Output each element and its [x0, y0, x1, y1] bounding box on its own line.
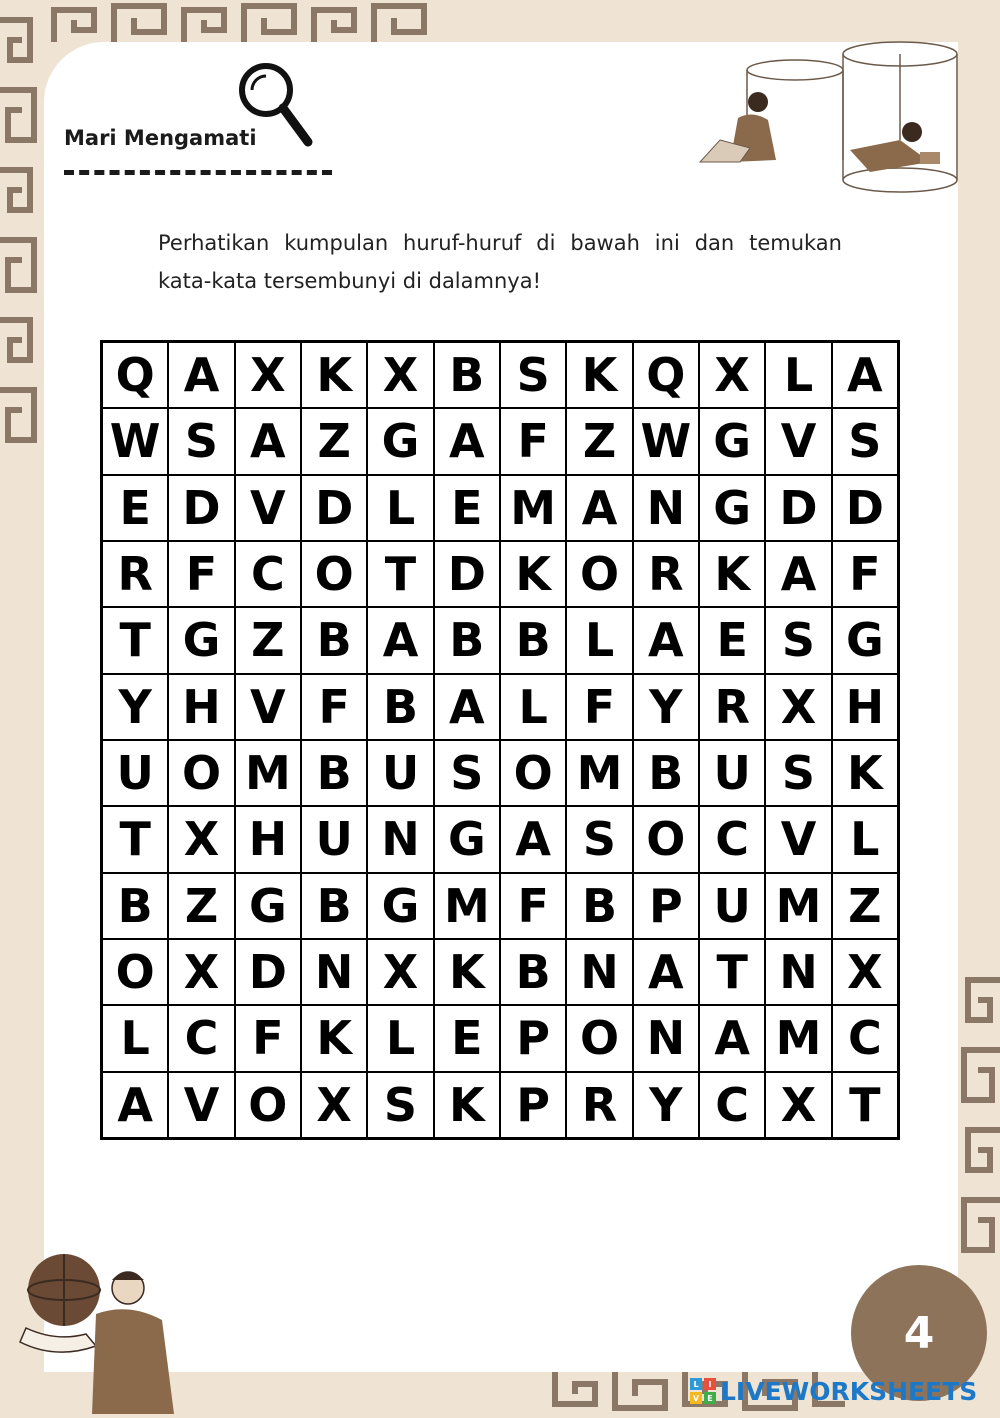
- grid-cell[interactable]: A: [434, 408, 500, 474]
- grid-cell[interactable]: O: [566, 541, 632, 607]
- grid-cell[interactable]: Z: [168, 873, 234, 939]
- grid-cell[interactable]: L: [566, 607, 632, 673]
- section-title: Mari Mengamati: [64, 126, 257, 150]
- border-pattern-right: [958, 965, 1000, 1265]
- grid-cell[interactable]: X: [301, 1072, 367, 1138]
- grid-cell[interactable]: Z: [832, 873, 898, 939]
- grid-cell[interactable]: N: [367, 806, 433, 872]
- grid-cell[interactable]: B: [500, 939, 566, 1005]
- grid-cell[interactable]: X: [235, 342, 301, 408]
- grid-cell[interactable]: F: [301, 674, 367, 740]
- grid-cell[interactable]: G: [699, 408, 765, 474]
- grid-cell[interactable]: F: [566, 674, 632, 740]
- svg-text:L: L: [693, 1380, 699, 1389]
- grid-cell[interactable]: R: [102, 541, 168, 607]
- grid-cell[interactable]: F: [500, 408, 566, 474]
- grid-cell[interactable]: G: [434, 806, 500, 872]
- grid-cell[interactable]: X: [367, 342, 433, 408]
- grid-cell[interactable]: D: [301, 475, 367, 541]
- grid-cell[interactable]: V: [235, 475, 301, 541]
- grid-cell[interactable]: M: [765, 1005, 831, 1071]
- grid-cell[interactable]: N: [633, 475, 699, 541]
- grid-cell[interactable]: A: [633, 939, 699, 1005]
- grid-cell[interactable]: R: [699, 674, 765, 740]
- grid-cell[interactable]: M: [765, 873, 831, 939]
- word-search-grid: [100, 340, 900, 1140]
- grid-cell[interactable]: H: [832, 674, 898, 740]
- grid-cell[interactable]: G: [832, 607, 898, 673]
- grid-cell[interactable]: N: [566, 939, 632, 1005]
- grid-cell[interactable]: Y: [633, 674, 699, 740]
- grid-cell[interactable]: E: [434, 475, 500, 541]
- grid-cell[interactable]: L: [367, 475, 433, 541]
- grid-cell[interactable]: O: [566, 1005, 632, 1071]
- svg-text:I: I: [708, 1380, 712, 1389]
- grid-cell[interactable]: S: [168, 408, 234, 474]
- grid-cell[interactable]: K: [434, 939, 500, 1005]
- grid-cell[interactable]: L: [832, 806, 898, 872]
- grid-cell[interactable]: L: [102, 1005, 168, 1071]
- grid-cell[interactable]: F: [832, 541, 898, 607]
- grid-cell[interactable]: N: [765, 939, 831, 1005]
- grid-cell[interactable]: U: [699, 740, 765, 806]
- grid-cell[interactable]: C: [235, 541, 301, 607]
- liveworksheets-watermark: [690, 1376, 977, 1406]
- grid-cell[interactable]: R: [633, 541, 699, 607]
- grid-cell[interactable]: R: [566, 1072, 632, 1138]
- grid-cell[interactable]: Q: [102, 342, 168, 408]
- grid-cell[interactable]: B: [633, 740, 699, 806]
- grid-cell[interactable]: M: [434, 873, 500, 939]
- grid-cell[interactable]: T: [102, 806, 168, 872]
- grid-cell[interactable]: Z: [235, 607, 301, 673]
- grid-cell[interactable]: C: [168, 1005, 234, 1071]
- title-underline: [64, 170, 332, 175]
- child-with-globe-illustration: [6, 1250, 186, 1418]
- grid-cell[interactable]: L: [765, 342, 831, 408]
- grid-cell[interactable]: Q: [633, 342, 699, 408]
- grid-cell[interactable]: B: [367, 674, 433, 740]
- grid-cell[interactable]: A: [168, 342, 234, 408]
- children-in-cylinders-illustration: [690, 40, 960, 204]
- grid-cell[interactable]: Z: [301, 408, 367, 474]
- grid-cell[interactable]: T: [102, 607, 168, 673]
- grid-cell[interactable]: S: [566, 806, 632, 872]
- grid-cell[interactable]: B: [434, 342, 500, 408]
- grid-cell[interactable]: K: [832, 740, 898, 806]
- grid-cell[interactable]: O: [301, 541, 367, 607]
- grid-cell[interactable]: T: [699, 939, 765, 1005]
- grid-cell[interactable]: B: [434, 607, 500, 673]
- grid-cell[interactable]: B: [301, 740, 367, 806]
- grid-cell[interactable]: Z: [566, 408, 632, 474]
- grid-cell[interactable]: X: [765, 1072, 831, 1138]
- grid-cell[interactable]: K: [566, 342, 632, 408]
- grid-cell[interactable]: G: [235, 873, 301, 939]
- grid-cell[interactable]: E: [699, 607, 765, 673]
- grid-cell[interactable]: X: [168, 939, 234, 1005]
- magnifier-icon: [236, 60, 316, 154]
- grid-cell[interactable]: F: [168, 541, 234, 607]
- grid-cell[interactable]: U: [301, 806, 367, 872]
- grid-cell[interactable]: C: [832, 1005, 898, 1071]
- grid-cell[interactable]: O: [102, 939, 168, 1005]
- grid-cell[interactable]: B: [301, 607, 367, 673]
- grid-cell[interactable]: S: [434, 740, 500, 806]
- grid-cell[interactable]: K: [500, 541, 566, 607]
- grid-cell[interactable]: P: [500, 1005, 566, 1071]
- grid-cell[interactable]: A: [633, 607, 699, 673]
- grid-cell[interactable]: X: [832, 939, 898, 1005]
- grid-cell[interactable]: T: [367, 541, 433, 607]
- grid-cell[interactable]: M: [566, 740, 632, 806]
- grid-cell[interactable]: X: [168, 806, 234, 872]
- grid-cell[interactable]: S: [367, 1072, 433, 1138]
- grid-cell[interactable]: K: [301, 342, 367, 408]
- page-number-badge: 4: [851, 1265, 987, 1401]
- grid-cell[interactable]: B: [102, 873, 168, 939]
- grid-cell[interactable]: U: [699, 873, 765, 939]
- grid-cell[interactable]: G: [699, 475, 765, 541]
- grid-cell[interactable]: X: [765, 674, 831, 740]
- grid-cell[interactable]: S: [765, 740, 831, 806]
- grid-cell[interactable]: W: [102, 408, 168, 474]
- grid-cell[interactable]: V: [235, 674, 301, 740]
- grid-cell[interactable]: X: [367, 939, 433, 1005]
- liveworksheets-logo-icon: [690, 1378, 716, 1404]
- grid-cell[interactable]: L: [500, 674, 566, 740]
- grid-cell[interactable]: U: [367, 740, 433, 806]
- grid-cell[interactable]: N: [633, 1005, 699, 1071]
- grid-cell[interactable]: V: [765, 408, 831, 474]
- grid-cell[interactable]: B: [301, 873, 367, 939]
- grid-cell[interactable]: B: [566, 873, 632, 939]
- grid-cell[interactable]: X: [699, 342, 765, 408]
- grid-cell[interactable]: S: [500, 342, 566, 408]
- grid-cell[interactable]: C: [699, 806, 765, 872]
- grid-cell[interactable]: M: [235, 740, 301, 806]
- border-pattern-top: [44, 0, 454, 42]
- svg-text:V: V: [692, 1394, 700, 1403]
- watermark-text: LIVEWORKSHEETS: [720, 1376, 978, 1406]
- grid-cell[interactable]: O: [168, 740, 234, 806]
- grid-cell[interactable]: D: [765, 475, 831, 541]
- grid-cell[interactable]: O: [235, 1072, 301, 1138]
- grid-cell[interactable]: H: [235, 806, 301, 872]
- grid-cell[interactable]: K: [434, 1072, 500, 1138]
- grid-cell[interactable]: A: [367, 607, 433, 673]
- grid-cell[interactable]: L: [367, 1005, 433, 1071]
- grid-cell[interactable]: H: [168, 674, 234, 740]
- grid-cell[interactable]: G: [367, 873, 433, 939]
- svg-text:E: E: [707, 1394, 713, 1403]
- grid-cell[interactable]: E: [434, 1005, 500, 1071]
- grid-cell[interactable]: Y: [633, 1072, 699, 1138]
- grid-cell[interactable]: D: [434, 541, 500, 607]
- grid-cell[interactable]: U: [102, 740, 168, 806]
- grid-cell[interactable]: G: [168, 607, 234, 673]
- grid-cell[interactable]: D: [832, 475, 898, 541]
- grid-cell[interactable]: V: [168, 1072, 234, 1138]
- grid-cell[interactable]: E: [102, 475, 168, 541]
- grid-cell[interactable]: D: [168, 475, 234, 541]
- grid-cell[interactable]: O: [633, 806, 699, 872]
- instruction-text: Perhatikan kumpulan huruf-huruf di bawah ini dan temukan kata-kata tersembunyi di dalamnya!: [158, 231, 842, 293]
- grid-cell[interactable]: F: [500, 873, 566, 939]
- grid-cell[interactable]: K: [699, 541, 765, 607]
- grid-cell[interactable]: M: [500, 475, 566, 541]
- grid-cell[interactable]: V: [765, 806, 831, 872]
- grid-cell[interactable]: A: [434, 674, 500, 740]
- grid-cell[interactable]: A: [102, 1072, 168, 1138]
- grid-cell[interactable]: O: [500, 740, 566, 806]
- grid-cell[interactable]: A: [699, 1005, 765, 1071]
- grid-cell[interactable]: G: [367, 408, 433, 474]
- grid-cell[interactable]: A: [566, 475, 632, 541]
- grid-cell[interactable]: K: [301, 1005, 367, 1071]
- grid-cell[interactable]: T: [832, 1072, 898, 1138]
- grid-cell[interactable]: P: [633, 873, 699, 939]
- grid-cell[interactable]: W: [633, 408, 699, 474]
- grid-cell[interactable]: A: [500, 806, 566, 872]
- grid-cell[interactable]: F: [235, 1005, 301, 1071]
- grid-cell[interactable]: P: [500, 1072, 566, 1138]
- grid-cell[interactable]: A: [765, 541, 831, 607]
- border-pattern-top-left: [0, 0, 44, 460]
- grid-cell[interactable]: N: [301, 939, 367, 1005]
- grid-cell[interactable]: B: [500, 607, 566, 673]
- grid-cell[interactable]: A: [235, 408, 301, 474]
- grid-cell[interactable]: C: [699, 1072, 765, 1138]
- grid-cell[interactable]: A: [832, 342, 898, 408]
- grid-cell[interactable]: S: [765, 607, 831, 673]
- grid-cell[interactable]: D: [235, 939, 301, 1005]
- grid-cell[interactable]: S: [832, 408, 898, 474]
- grid-cell[interactable]: Y: [102, 674, 168, 740]
